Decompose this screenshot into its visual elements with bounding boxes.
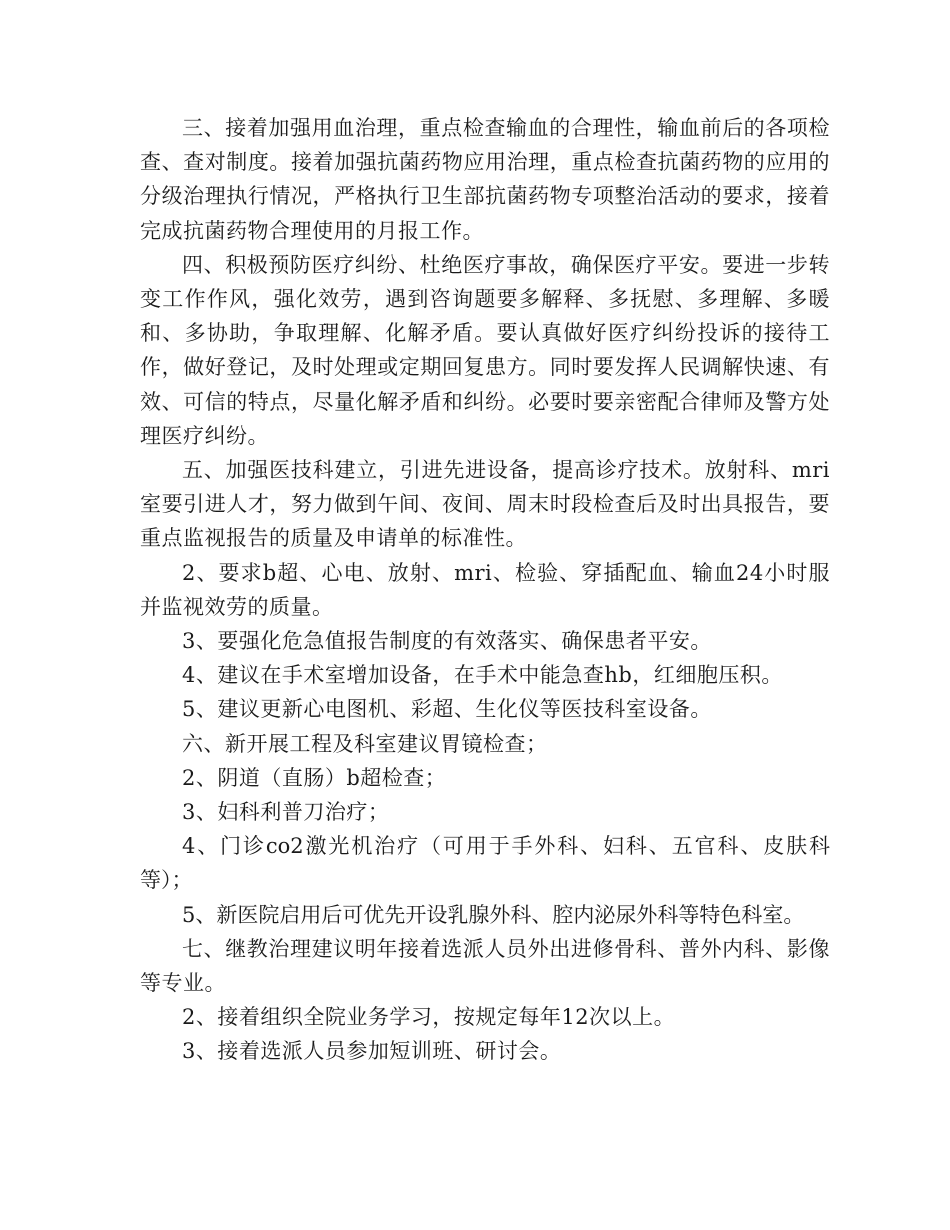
paragraph-continuing-education: 七、继教治理建议明年接着选派人员外出进修骨科、普外内科、影像等专业。: [140, 936, 830, 996]
paragraph-dispute-prevention: 四、积极预防医疗纠纷、杜绝医疗事故，确保医疗平安。要进一步转变工作作风，强化效劳，遇到咨询题要多解释、多抚慰、多理解、多暖和、多协助，争取理解、化解矛盾。要认真做好医疗纠纷投诉的接待工作，做好登记，及时处理或定期回复患方。同时要发挥人民调解快速、有效、可信的特点，尽量化解矛盾和纠纷。必要时要亲密配合律师及警方处理医疗纠纷。: [140, 252, 830, 448]
paragraph-24h-service: 2、要求b超、心电、放射、mri、检验、穿插配血、输血24小时服并监视效劳的质量。: [140, 560, 830, 619]
paragraph-operating-room-equipment: 4、建议在手术室增加设备，在手术中能急查hb，红细胞压积。: [182, 663, 783, 688]
paragraph-co2-laser: 4、门诊co2激光机治疗（可用于手外科、妇科、五官科、皮肤科等）；: [140, 834, 830, 893]
paragraph-critical-value-report: 3、要强化危急值报告制度的有效落实、确保患者平安。: [182, 629, 712, 654]
paragraph-new-projects: 六、新开展工程及科室建议胃镜检查；: [182, 731, 548, 756]
paragraph-ultrasound: 2、阴道（直肠）b超检查；: [182, 765, 447, 790]
paragraph-blood-management: 三、接着加强用血治理，重点检查输血的合理性，输血前后的各项检查、查对制度。接着加强抗菌药物应用治理，重点检查抗菌药物的应用的分级治理执行情况，严格执行卫生部抗菌药物专项整治活动的要求，接着完成抗菌药物合理使用的月报工作。: [140, 116, 830, 243]
paragraph-leep-treatment: 3、妇科利普刀治疗；: [182, 800, 390, 825]
paragraph-equipment-update: 5、建议更新心电图机、彩超、生化仪等医技科室设备。: [182, 697, 712, 722]
paragraph-specialty-departments: 5、新医院启用后可优先开设乳腺外科、腔内泌尿外科等特色科室。: [182, 902, 805, 927]
paragraph-training-courses: 3、接着选派人员参加短训班、研讨会。: [182, 1039, 562, 1064]
document-body: [140, 111, 830, 1069]
paragraph-hospital-study: 2、接着组织全院业务学习，按规定每年12次以上。: [182, 1005, 676, 1030]
paragraph-medical-tech-department: 五、加强医技科建立，引进先进设备，提高诊疗技术。放射科、mri室要引进人才，努力做到午间、夜间、周末时段检查后及时出具报告，要重点监视报告的质量及申请单的标准性。: [140, 458, 830, 551]
